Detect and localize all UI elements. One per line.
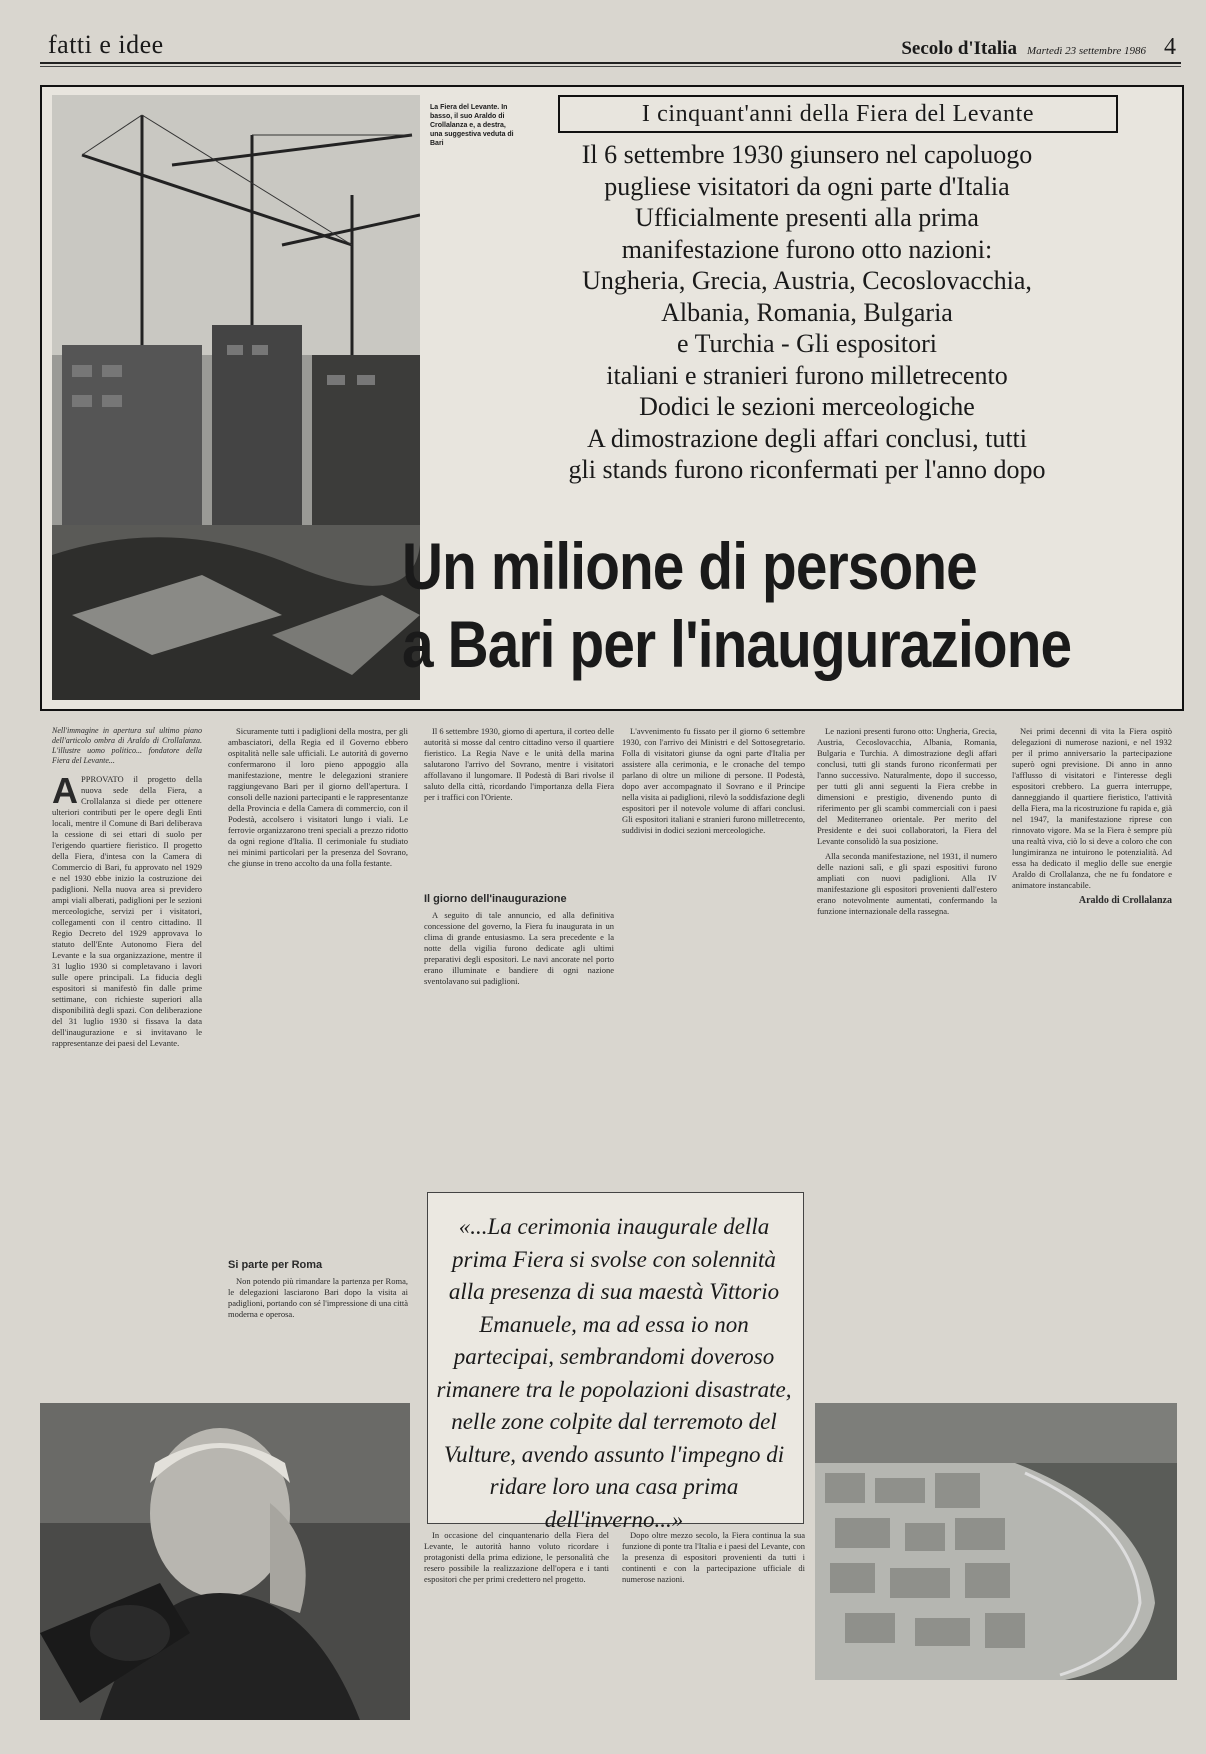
page-number: 4 xyxy=(1164,34,1176,60)
column-6 xyxy=(1012,726,1172,1396)
bottom-text-b: Dopo oltre mezzo secolo, la Fiera continua la sua funzione di ponte tra l'Italia e i paesi del Levante, con la presenza di espositori provenienti da tutti i continenti e con la partecipazione ufficiale di numerose nazioni. xyxy=(622,1530,805,1584)
issue-date: Martedì 23 settembre 1986 xyxy=(1026,45,1146,57)
headline xyxy=(402,527,1073,683)
lead-caption: Nell'immagine in apertura sul ultimo piano dell'articolo ombra di Araldo di Crollalanza. L'illustre uomo politico... fondatore della Fiera del Levante... xyxy=(52,726,202,765)
pull-quote-text: «...La cerimonia inaugurale della prima Fiera si svolse con solennità alla presenza di sua maestà Vittorio Emanuele, ma ad essa io non partecipai, sembrandomi doveroso rimanere tra le popolazioni disastrate, nelle zone colpite dal terremoto del Vulture, avendo assunto l'impegno di ridare loro una casa prima dell'inverno...» xyxy=(436,1214,792,1532)
bottom-text-a: In occasione del cinquantenario della Fiera del Levante, le autorità hanno voluto ricordare i protagonisti della prima edizione, le personalità che resero possibile la realizzazione dell'opera e i tanti espositori che per primi credettero nel progetto. xyxy=(424,1530,609,1584)
subhead-line: A dimostrazione degli affari conclusi, tutti xyxy=(587,423,1027,453)
column-4-text: L'avvenimento fu fissato per il giorno 6 settembre 1930, con l'arrivo dei Ministri e del Sottosegretario. Folla di visitatori giunse da ogni parte d'Italia per assistere alla cerimonia, e le cronache del tempo parlano di oltre un milione di persone. Il Podestà, dopo aver accompagnato il Sovrano e il Principe nella visita ai padiglioni, rilevò la soddisfazione degli espositori per il notevole volume di affari conclusi. Gli espositori italiani e stranieri furono milletrecento, suddivisi in dodici sezioni merceologiche. xyxy=(622,726,805,835)
subhead-line: italiani e stranieri furono milletrecento xyxy=(606,360,1008,390)
section-name: fatti e idee xyxy=(48,30,164,59)
subhead-line: Albania, Romania, Bulgaria xyxy=(661,297,953,327)
column-2 xyxy=(228,726,408,1396)
kicker: I cinquant'anni della Fiera del Levante xyxy=(558,95,1118,133)
column-1-text: PPROVATO il progetto della nuova sede della Fiera, a Crollalanza si diede per ottenere ulteriori contributi per le opere degli Enti locali, mentre il Comune di Bari deliberava la cessione di sei ettari di suolo per l'erigendo quartiere fieristico. Il progetto della Fiera, d'intesa con la Camera di Commercio di Bari, fu approvato nel 1929 e nel 1930 ebbe inizio la costruzione dei padiglioni. Nella nuova area si previdero ampi viali alberati, padiglioni per le sezioni merceologiche, servizi per i visitatori, collegamenti con il centro cittadino. Il Regio Decreto del 1929 approvava lo statuto dell'Ente Autonomo Fiera del Levante e la sua organizzazione, mentre il 31 luglio 1930 si completavano i lavori sulle opere principali. La fiducia degli espositori si manifestò fin dalle prime settimane, con richieste superiori alla disponibilità degli spazi. Con deliberazione del 31 luglio 1930 si fissava la data dell'inaugurazione e si invitavano le rappresentanze dei paesi del Levante. xyxy=(52,774,202,1048)
signature: Araldo di Crollalanza xyxy=(1078,895,1172,906)
column-6-text: Nei primi decenni di vita la Fiera ospitò delegazioni di numerose nazioni, e nel 1932 per il primo anniversario la partecipazione superò ogni previsione. Di anno in anno l'afflusso di visitatori e l'interesse degli espositori crebbero. La guerra interruppe, danneggiando il quartiere fieristico, l'attività della Fiera, ma la ricostruzione fu rapida e, già nel 1947, la manifestazione riprese con rinnovato vigore. Ma se la Fiera è sempre più una realtà viva, ciò lo si deve a coloro che con lungimiranza ne intuirono le potenzialità. Ad essa ha dedicato il meglio delle sue energie Araldo di Crollalanza, che ne fu fondatore e animatore instancabile. xyxy=(1012,726,1172,890)
subhead-line: pugliese visitatori da ogni parte d'Italia xyxy=(604,171,1010,201)
subhead-line: manifestazione furono otto nazioni: xyxy=(621,234,993,264)
portrait-illustration xyxy=(40,1403,410,1720)
dropcap: A xyxy=(52,770,78,811)
column-5-text-b: Alla seconda manifestazione, nel 1931, il numero delle nazioni salì, e gli spazi espositivi furono ampliati con nuovi padiglioni. Alla IV manifestazione gli espositori provenienti dall'estero erano notevolmente aumentati, confermando la funzione internazionale della rassegna. xyxy=(817,851,997,916)
subhead-line: Ufficialmente presenti alla prima xyxy=(635,203,979,232)
subhead-line: e Turchia - Gli espositori xyxy=(677,329,937,358)
cranes-illustration xyxy=(52,95,420,700)
portrait-photo xyxy=(40,1403,410,1720)
header-rule xyxy=(40,62,1181,64)
subhead-line: Il 6 settembre 1930 giunsero nel capoluogo xyxy=(581,140,1033,169)
column-3-text: Il 6 settembre 1930, giorno di apertura, il corteo delle autorità si mosse dal centro cittadino verso il quartiere fieristico. La Regia Nave e le unità della marina salutarono l'arrivo del Sovrano, mentre i visitatori affollavano il lungomare. Il Podestà di Bari rivolse il saluto della città, ricordando l'importanza della Fiera per i traffici con l'Oriente. xyxy=(424,726,614,802)
column-5 xyxy=(817,726,997,1396)
crosshead-inauguration: Il giorno dell'inaugurazione xyxy=(424,893,567,905)
column-2-text-b: Non potendo più rimandare la partenza per Roma, le delegazioni lasciarono Bari dopo la visita ai padiglioni, portando con sé l'impressione di una città moderna e operosa. xyxy=(228,1276,408,1319)
subhead-line: Dodici le sezioni merceologiche xyxy=(639,392,975,421)
column-1 xyxy=(52,726,202,1396)
headline-line-1: Un milione di persone xyxy=(402,529,977,603)
bottom-column-a xyxy=(424,1530,609,1745)
masthead xyxy=(901,34,1176,61)
aerial-illustration xyxy=(815,1403,1177,1680)
bari-aerial-photo xyxy=(815,1403,1177,1680)
photo-caption: La Fiera del Levante. In basso, il suo Araldo di Crollalanza e, a destra, una suggestiva veduta di Bari xyxy=(430,104,514,147)
subhead-line: gli stands furono riconfermati per l'anno dopo xyxy=(568,455,1046,484)
column-5-text: Le nazioni presenti furono otto: Ungheria, Grecia, Austria, Cecoslovacchia, Albania, Romania, Bulgaria e Turchia. A dimostrazione degli affari conclusi, tutti gli stands furono riconfermati per l'anno successivo. Naturalmente, dopo il successo, per tutti gli anni seguenti la Fiera crebbe in dimensioni e prestigio, divenendo punto di riferimento per gli scambi commerciali con i paesi del Mediterraneo orientale. Per merito del Presidente e dei suoi collaboratori, la Fiera del Levante consolidò la sua posizione. xyxy=(817,726,997,846)
column-3 xyxy=(424,726,614,1184)
header-rule-thin xyxy=(40,66,1181,67)
column-3-text-b: A seguito di tale annuncio, ed alla definitiva concessione del governo, la Fiera fu inaugurata in un clima di grande entusiasmo. La sera precedente e la notte della vigilia furono dedicate agli ultimi preparativi degli espositori. Le navi ancorate nel porto erano illuminate e bandiere di ogni nazione sventolavano sui padiglioni. xyxy=(424,910,614,986)
column-2-text: Sicuramente tutti i padiglioni della mostra, per gli ambasciatori, della Regia ed il Governo ebbero ospitalità nelle sale ufficiali. Le autorità di governo confermarono il loro pieno appoggio alla manifestazione, mentre le delegazioni straniere raggiungevano Bari per il giorno dell'apertura. I consoli delle nazioni partecipanti e le rappresentanze della Provincia e della Camera di commercio, con il Podestà, accolsero i visitatori lungo i viali. Le ferrovie organizzarono treni speciali a prezzo ridotto da ogni regione d'Italia. Il cerimoniale fu studiato nei minimi particolari per la presenza del Sovrano, che giunse in treno accolto da una folla festante. xyxy=(228,726,408,868)
pull-quote xyxy=(427,1192,804,1532)
column-4 xyxy=(622,726,805,1184)
paper-name: Secolo d'Italia xyxy=(901,38,1017,59)
subhead xyxy=(442,139,1172,486)
bottom-column-b xyxy=(622,1530,805,1745)
fair-construction-photo xyxy=(52,95,420,700)
subhead-line: Ungheria, Grecia, Austria, Cecoslovacchia, xyxy=(582,266,1032,295)
crosshead-rome: Si parte per Roma xyxy=(228,1259,323,1271)
feature-box xyxy=(40,85,1184,711)
headline-line-2: a Bari per l'inaugurazione xyxy=(402,607,1072,681)
